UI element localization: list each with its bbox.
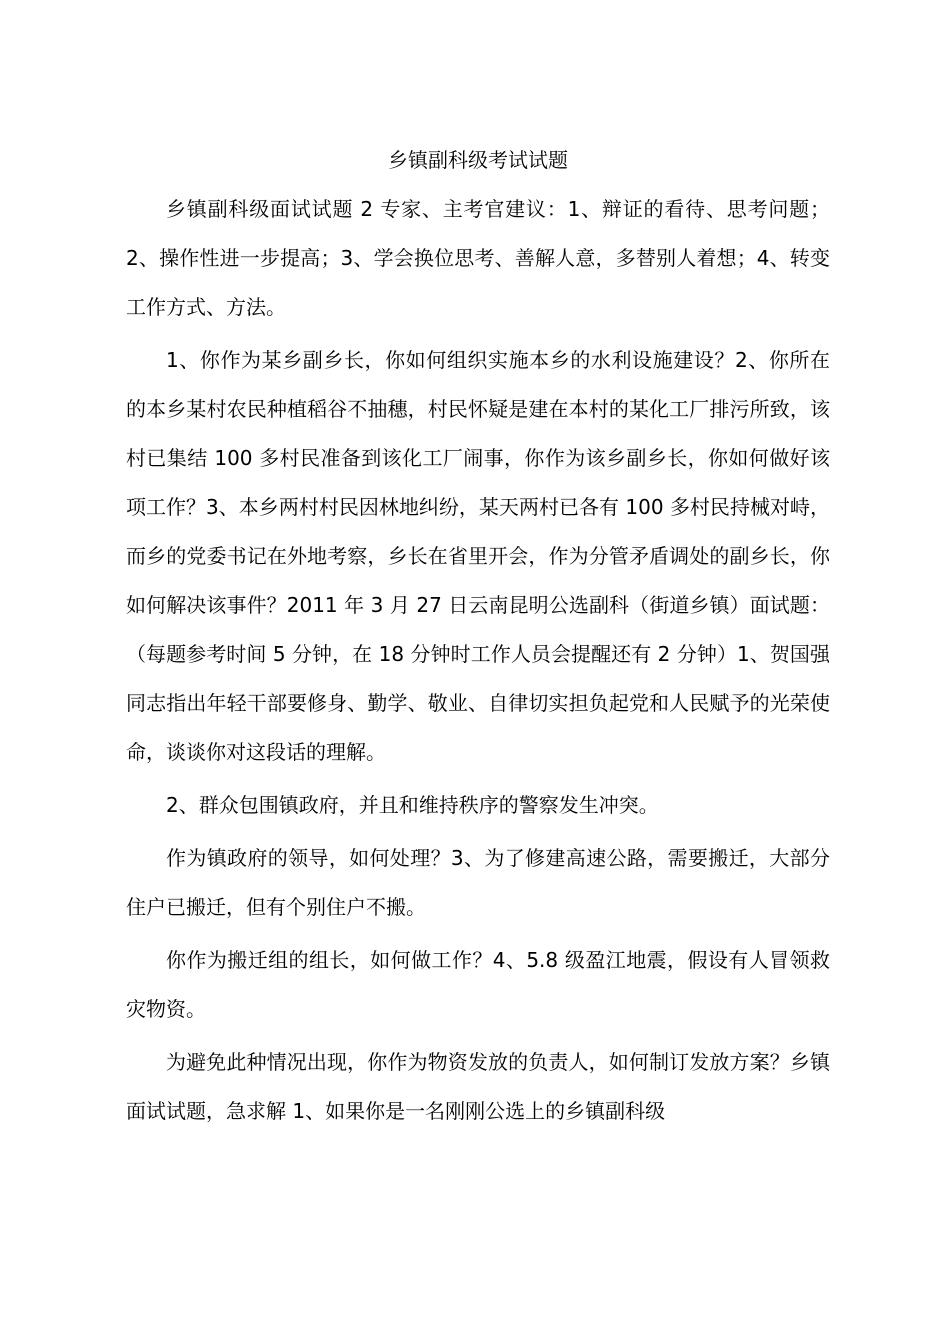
- document-title: 乡镇副科级考试试题: [388, 148, 568, 172]
- paragraph-questions: 1、你作为某乡副乡长，你如何组织实施本乡的水利设施建设？2、你所在的本乡某村农民种植稻谷不抽穗，村民怀疑是建在本村的某化工厂排污所致，该村已集结 100 多村民准备到该化工厂闹事，你作为该乡副乡长，你如何做好该项工作？3、本乡两村村民因林地纠纷，某天两村已各有 100 多村民持械对峙，而乡的党委书记在外地考察，乡长在省里开会，作为分管矛盾调处的副乡长，你如何解决该事件？2011 年 3 月 27 日云南昆明公选副科（街道乡镇）面试题：（每题参考时间 5 分钟，在 18 分钟时工作人员会提醒还有 2 分钟）1、贺国强同志指出年轻干部要修身、勤学、敬业、自律切实担负起党和人民赋予的光荣使命，谈谈你对这段话的理解。: [126, 348, 830, 764]
- paragraph-question-2: 2、群众包围镇政府，并且和维持秩序的警察发生冲突。: [166, 793, 659, 817]
- document-body: [126, 136, 830, 1136]
- paragraph-intro: 乡镇副科级面试试题 2 专家、主考官建议：1、辩证的看待、思考问题；2、操作性进一步提高；3、学会换位思考、善解人意，多替别人着想；4、转变工作方式、方法。: [126, 197, 830, 319]
- paragraph-question-3: 作为镇政府的领导，如何处理？3、为了修建高速公路，需要搬迁，大部分住户已搬迁，但有个别住户不搬。: [126, 846, 830, 919]
- paragraph-question-4: 你作为搬迁组的组长，如何做工作？4、5.8 级盈江地震，假设有人冒领救灾物资。: [126, 948, 830, 1021]
- paragraph-question-5: 为避免此种情况出现，你作为物资发放的负责人，如何制订发放方案？乡镇面试试题，急求解 1、如果你是一名刚刚公选上的乡镇副科级: [126, 1050, 830, 1123]
